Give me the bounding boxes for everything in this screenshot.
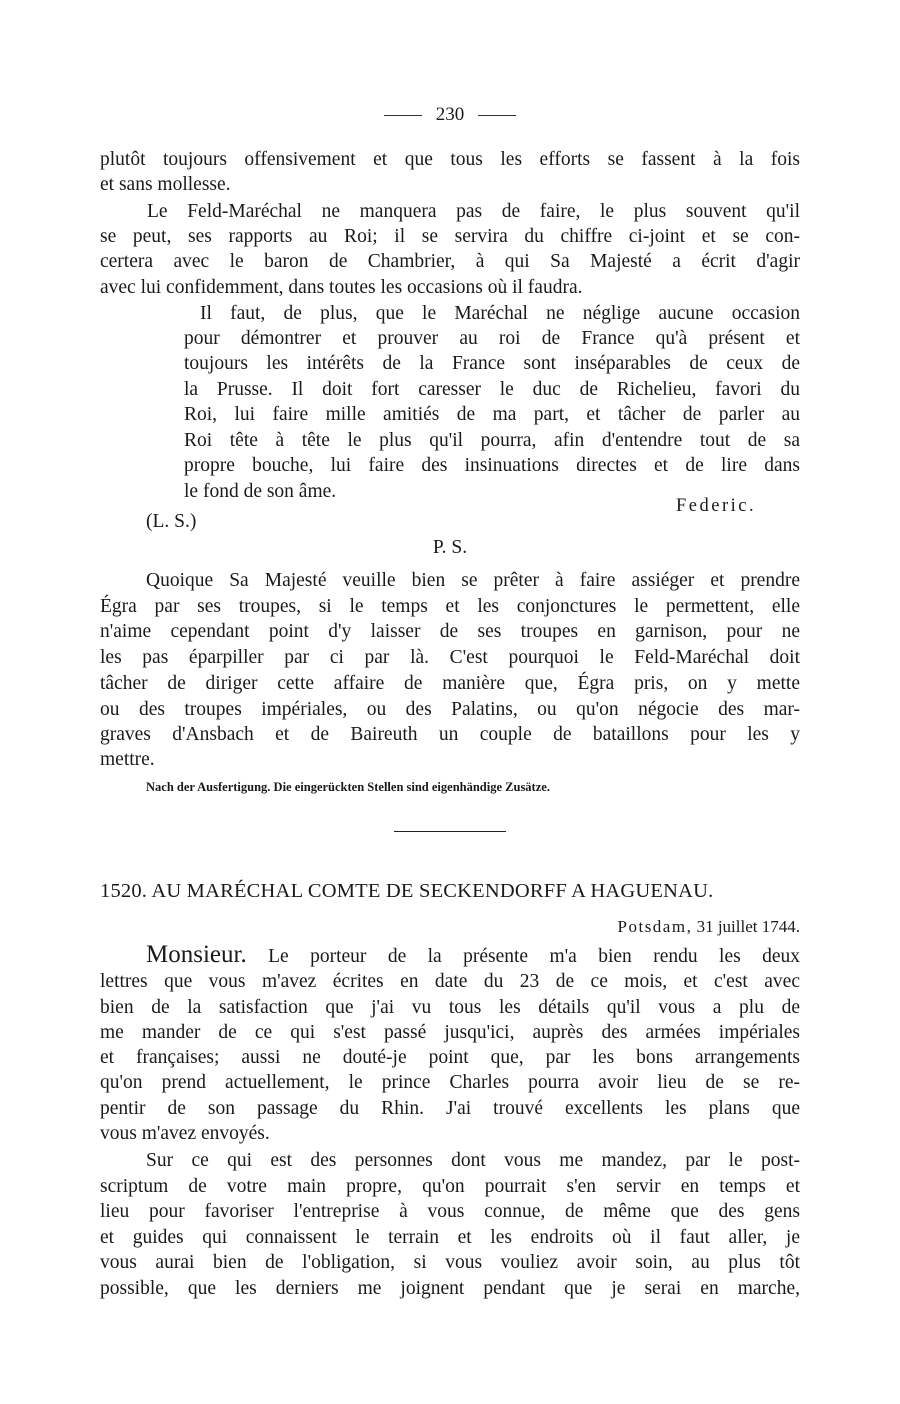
page-number: 230 [435,104,465,125]
postscript-line: graves d'Ansbach et de Baireuth un couple de bataillons pour les y [100,724,800,745]
letter-line: qu'on prend actuellement, le prince Charles pourra avoir lieu de se re- [100,1072,800,1093]
text-line: plutôt toujours offensivement et que tous les efforts se fassent à la fois [100,149,800,170]
text-line: certera avec le baron de Chambrier, à qui Sa Majesté a écrit d'agir [100,251,800,272]
letter-line: vous m'avez envoyés. [100,1123,270,1144]
letter-date: 31 juillet 1744. [696,917,800,936]
indented-line: toujours les intérêts de la France sont inséparables de ceux de [184,353,800,374]
postscript-line: Quoique Sa Majesté veuille bien se prêter à faire assiéger et prendre [146,570,800,591]
letter-line: et guides qui connaissent le terrain et les endroits où il faut aller, je [100,1227,800,1248]
page-header [340,104,560,126]
indented-line: propre bouche, lui faire des insinuations directes et de lire dans [184,455,800,476]
signature: Federic. [676,496,757,516]
header-dash-right [478,115,516,116]
salutation: Monsieur. [146,941,247,968]
indented-line: pour démontrer et prouver au roi de France qu'à présent et [184,328,800,349]
text-line: se peut, ses rapports au Roi; il se servira du chiffre ci-joint et se con- [100,226,800,247]
letter-line: pentir de son passage du Rhin. J'ai trouvé excellents les plans que [100,1098,800,1119]
letter-line: Le porteur de la présente m'a bien rendu les deux [268,946,801,967]
letter-line: scriptum de votre main propre, qu'on pourrait s'en servir en temps et [100,1176,800,1197]
source-note: Nach der Ausfertigung. Die eingerückten Stellen sind eigenhändige Zusätze. [146,780,550,794]
letter-line: vous aurai bien de l'obligation, si vous vouliez avoir soin, au plus tôt [100,1252,800,1273]
letter-dateline [550,917,800,937]
postscript-line: n'aime cependant point d'y laisser de ses troupes en garnison, pour ne [100,621,800,642]
letter-line: possible, que les derniers me joignent pendant que je serai en marche, [100,1278,800,1299]
seal-mark: (L. S.) [146,511,197,532]
text-line: et sans mollesse. [100,174,231,195]
indented-line: Il faut, de plus, que le Maréchal ne néglige aucune occasion [200,303,800,324]
indented-line: Roi, lui faire mille amitiés de ma part, et tâcher de parler au [184,404,800,425]
postscript-heading: P. S. [432,537,468,558]
header-dash-left [384,115,422,116]
postscript-line: ou des troupes impériales, ou des Palatins, ou qu'on négocie des mar- [100,699,800,720]
letter-line: me mander de ce qui s'est passé jusqu'ici, auprès des armées impériales [100,1022,800,1043]
text-line: Le Feld-Maréchal ne manquera pas de faire, le plus souvent qu'il [147,201,800,222]
letter-line: lieu pour favoriser l'entreprise à vous connue, de même que des gens [100,1201,800,1222]
letter-line: Sur ce qui est des personnes dont vous me mandez, par le post- [146,1150,800,1171]
indented-line: la Prusse. Il doit fort caresser le duc de Richelieu, favori du [184,379,800,400]
postscript-line: mettre. [100,749,155,770]
letter-place: Potsdam, [617,917,693,936]
letter-line: bien de la satisfaction que j'ai vu tous les détails qu'il vous a plu de [100,997,800,1018]
letter-first-line [146,943,800,969]
indented-line: le fond de son âme. [184,481,337,502]
letter-line: et françaises; aussi ne douté-je point que, par les bons arrangements [100,1047,800,1068]
postscript-line: Égra par ses troupes, si le temps et les conjonctures le permettent, elle [100,596,800,617]
letter-heading: 1520. AU MARÉCHAL COMTE DE SECKENDORFF A HAGUENAU. [100,880,714,902]
postscript-line: tâcher de diriger cette affaire de manière que, Égra pris, on y mette [100,673,800,694]
text-line: avec lui confidemment, dans toutes les occasions où il faudra. [100,277,583,298]
indented-line: Roi tête à tête le plus qu'il pourra, afin d'entendre tout de sa [184,430,800,451]
postscript-line: les pas éparpiller par ci par là. C'est pourquoi le Feld-Maréchal doit [100,647,800,668]
letter-line: lettres que vous m'avez écrites en date du 23 de ce mois, et c'est avec [100,971,800,992]
section-divider [394,831,506,832]
